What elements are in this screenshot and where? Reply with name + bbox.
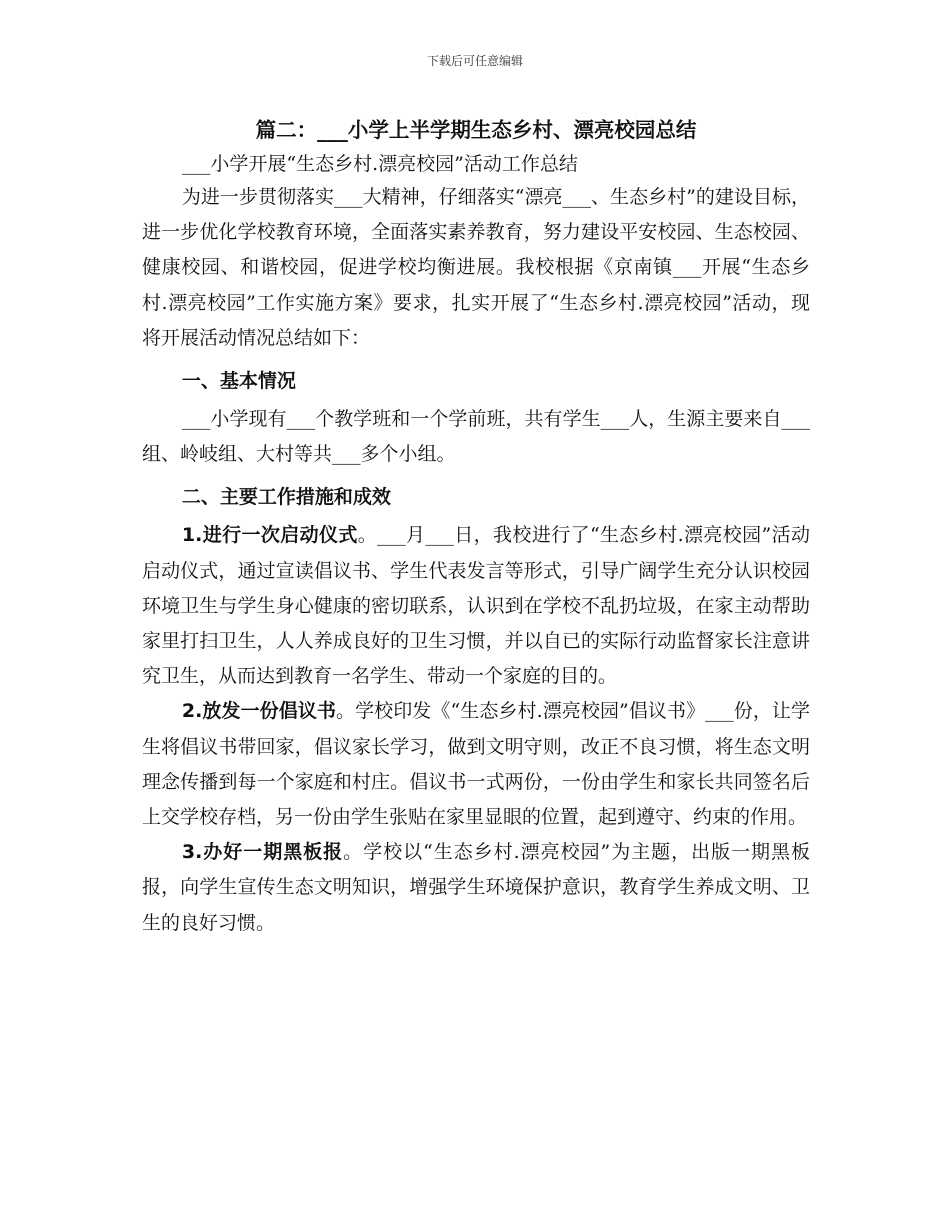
measure-item-1 bbox=[142, 518, 810, 694]
intro-paragraph: 为进一步贯彻落实___大精神，仔细落实“漂亮___、生态乡村”的建设目标，进一步优化学校教育环境，全面落实素养教育，努力建设平安校园、生态校园、健康校园、和谐校园，促进学校均衡进展。我校根据《京南镇___开展“生态乡村.漂亮校园”工作实施方案》要求，扎实开展了“生态乡村.漂亮校园”活动，现将开展活动情况总结如下： bbox=[142, 186, 810, 349]
measure-item-3 bbox=[142, 835, 810, 941]
document-body bbox=[142, 112, 810, 941]
measure-item-2 bbox=[142, 694, 810, 835]
document-title: 篇二：___小学上半学期生态乡村、漂亮校园总结 bbox=[255, 118, 697, 142]
section-heading-measures: 二、主要工作措施和成效 bbox=[181, 486, 391, 509]
measure-item-3-lead: 3.办好一期黑板报 bbox=[181, 841, 344, 864]
measure-item-2-lead: 2.放发一份倡议书 bbox=[181, 700, 336, 723]
measure-item-3-body: 。学校以“生态乡村.漂亮校园”为主题，出版一期黑板报，向学生宣传生态文明知识，增强学生环境保护意识，教育学生养成文明、卫生的良好习惯。 bbox=[142, 841, 810, 934]
document-subtitle: ___小学开展“生态乡村.漂亮校园”活动工作总结 bbox=[181, 153, 578, 175]
header-note: 下载后可任意编辑 bbox=[426, 54, 523, 68]
measure-item-2-body: 。学校印发《“生态乡村.漂亮校园”倡议书》___份，让学生将倡议书带回家，倡议家长学习，做到文明守则，改正不良习惯，将生态文明理念传播到每一个家庭和村庄。倡议书一式两份，一份由学生和家长共同签名后上交学校存档，另一份由学生张贴在家里显眼的位置，起到遵守、约束的作用。 bbox=[142, 700, 810, 829]
section-heading-basic: 一、基本情况 bbox=[181, 370, 296, 393]
basic-info-paragraph: ___小学现有___个教学班和一个学前班，共有学生___人，生源主要来自___组、岭岐组、大村等共___多个小组。 bbox=[142, 408, 810, 466]
measure-item-1-lead: 1.进行一次启动仪式 bbox=[181, 524, 358, 547]
measure-item-1-body: 。___月___日，我校进行了“生态乡村.漂亮校园”活动启动仪式，通过宣读倡议书、学生代表发言等形式，引导广阔学生充分认识校园环境卫生与学生身心健康的密切联系，认识到在学校不乱扔垃圾，在家主动帮助家里打扫卫生，人人养成良好的卫生习惯，并以自已的实际行动监督家长注意讲究卫生，从而达到教育一名学生、带动一个家庭的目的。 bbox=[142, 524, 810, 688]
